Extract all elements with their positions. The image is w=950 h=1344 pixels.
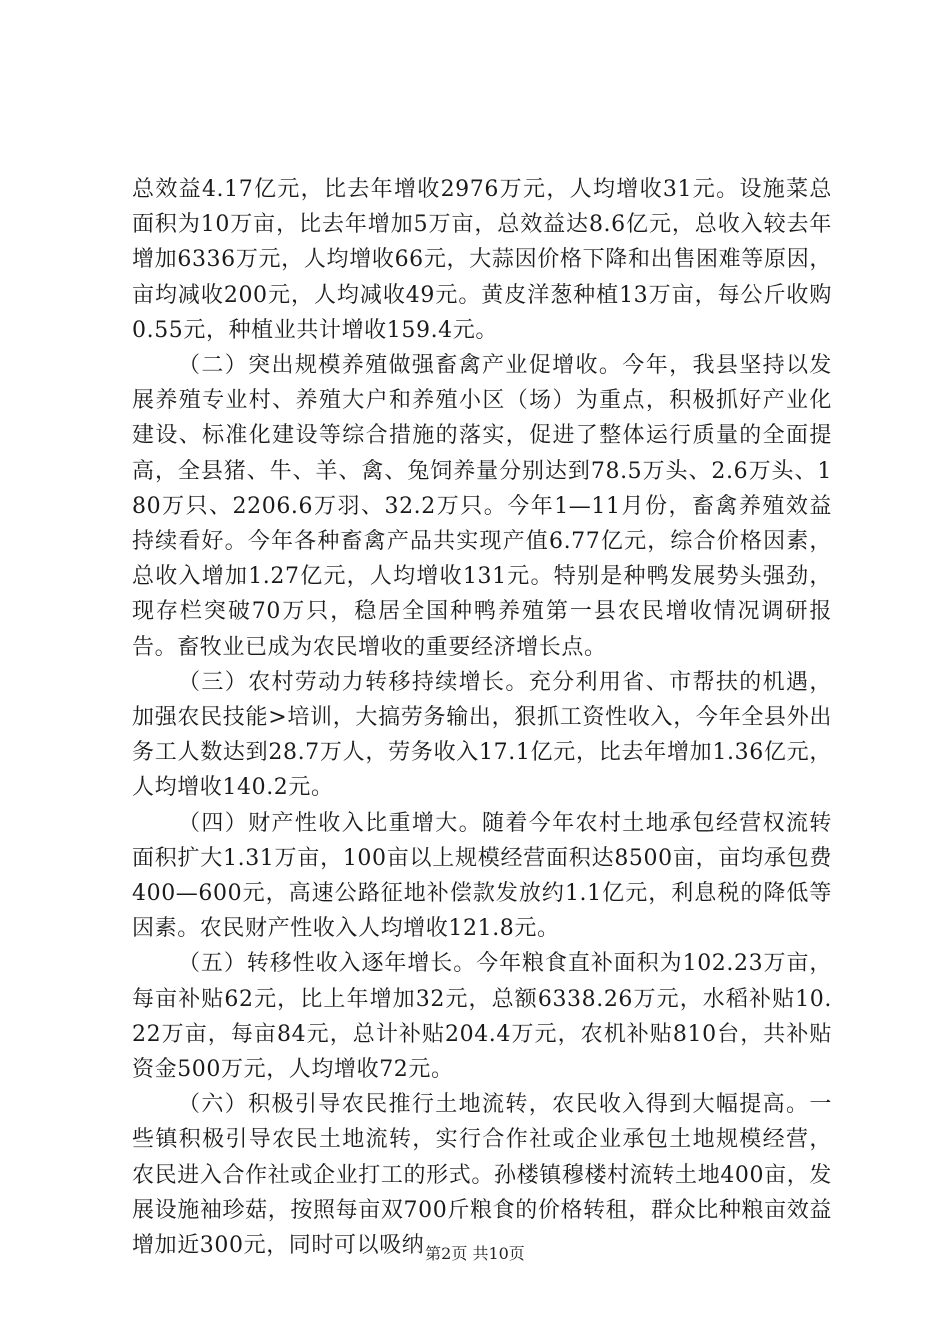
page-number-footer: 第2页 共10页	[425, 1244, 525, 1263]
document-body	[132, 172, 832, 1263]
paragraph-6: （六）积极引导农民推行土地流转，农民收入得到大幅提高。一些镇积极引导农民土地流转，实行合作社或企业承包土地规模经营，农民进入合作社或企业打工的形式。孙楼镇穆楼村流转土地400亩，发展设施袖珍菇，按照每亩双700斤粮食的价格转租，群众比种粮亩效益增加近300元，同时可以吸纳	[132, 1092, 832, 1259]
paragraph-5: （五）转移性收入逐年增长。今年粮食直补面积为102.23万亩，每亩补贴62元，比上年增加32元，总额6338.26万元，水稻补贴10.22万亩，每亩84元，总计补贴204.4万元，农机补贴810台，共补贴资金500万元，人均增收72元。	[132, 951, 832, 1083]
paragraph-1: 总效益4.17亿元，比去年增收2976万元，人均增收31元。设施菜总面积为10万亩，比去年增加5万亩，总效益达8.6亿元，总收入较去年增加6336万元，人均增收66元，大蒜因价格下降和出售困难等原因，亩均减收200元，人均减收49元。黄皮洋葱种植13万亩，每公斤收购0.55元，种植业共计增收159.4元。	[132, 177, 832, 343]
paragraph-4: （四）财产性收入比重增大。随着今年农村土地承包经营权流转面积扩大1.31万亩，100亩以上规模经营面积达8500亩，亩均承包费400—600元，高速公路征地补偿款发放约1.1亿元，利息税的降低等因素。农民财产性收入人均增收121.8元。	[132, 810, 832, 942]
paragraph-3: （三）农村劳动力转移持续增长。充分利用省、市帮扶的机遇，加强农民技能>培训，大搞劳务输出，狠抓工资性收入，今年全县外出务工人数达到28.7万人，劳务收入17.1亿元，比去年增加1.36亿元，人均增收140.2元。	[132, 669, 832, 801]
paragraph-2: （二）突出规模养殖做强畜禽产业促增收。今年，我县坚持以发展养殖专业村、养殖大户和养殖小区（场）为重点，积极抓好产业化建设、标准化建设等综合措施的落实，促进了整体运行质量的全面提高，全县猪、牛、羊、禽、兔饲养量分别达到78.5万头、2.6万头、180万只、2206.6万羽、32.2万只。今年1—11月份，畜禽养殖效益持续看好。今年各种畜禽产品共实现产值6.77亿元，综合价格因素，总收入增加1.27亿元，人均增收131元。特别是种鸭发展势头强劲，现存栏突破70万只，稳居全国种鸭养殖第一县农民增收情况调研报告。畜牧业已成为农民增收的重要经济增长点。	[132, 353, 832, 660]
